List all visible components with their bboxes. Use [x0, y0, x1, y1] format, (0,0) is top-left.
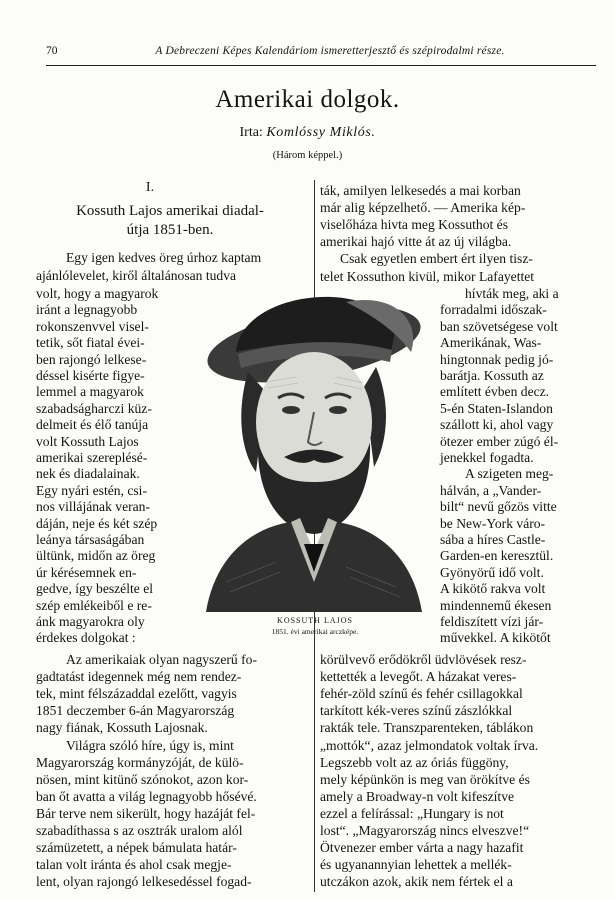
right-column-line: telet Kossuthon kivül, mikor Lafayettet — [320, 268, 535, 284]
right-column-line: sába a híres Castle- — [440, 532, 546, 547]
left-column-line: gedve, így beszélte el — [36, 581, 154, 597]
left-column-line: 1851 deczember 6-án Magyarország — [36, 703, 235, 719]
left-column-line: Magyarország kormányzóját, de külö- — [36, 754, 244, 770]
right-column-line: rakták tele. Transzparenteken, táblákon — [320, 720, 534, 736]
page-number: 70 — [46, 45, 58, 57]
right-column-line: forradalmi időszak- — [440, 302, 547, 318]
left-column-line: úr kérésemnek en- — [36, 564, 137, 580]
right-column-line: már alig képzelhető. — Amerika kép- — [320, 200, 526, 216]
left-column-line: tek, mint félszázaddal ezelőtt, vagyis — [36, 686, 237, 702]
section-title — [50, 202, 290, 240]
left-column-line: nos villájának veran- — [36, 499, 150, 515]
right-column-line: utczákon azok, akik nem fértek el a — [320, 874, 513, 890]
right-column-line: Gyönyörű idő volt. — [440, 564, 544, 580]
right-column-line: 5-én Staten-Islandon — [440, 400, 553, 416]
right-column-line: hálván, a „Vander- — [440, 482, 542, 498]
left-column-line: szép emlékeiből e re- — [36, 597, 152, 613]
right-column-line: mely képünkön is meg van örökítve és — [320, 771, 530, 787]
right-column-line: be New-York váro- — [440, 515, 546, 531]
right-column-line: feldiszített vízi jár- — [440, 614, 544, 629]
left-column-line: ben rajongó lelkese- — [36, 351, 147, 367]
kossuth-portrait-image — [196, 282, 432, 612]
left-column-line: szabadíthassa s az osztrák uralom alól — [36, 823, 243, 838]
right-column-line: A kikötő rakva volt — [440, 581, 546, 597]
right-column-line: tarkított kék-veres színű zászlókkal — [320, 703, 513, 719]
header-rule — [46, 65, 596, 66]
left-column-line: számüzetett, a népek bámulata határ- — [36, 840, 237, 856]
left-column-line: szabadságharczi küz- — [36, 400, 152, 416]
left-column-line: amerikai szereplésé- — [36, 450, 148, 465]
right-column-line: Csak egyetlen embert ért ilyen tisz- — [340, 251, 533, 267]
right-column-line: Garden-en keresztül. — [440, 548, 554, 564]
left-column-line: leánya társaságában — [36, 532, 145, 547]
left-column-line: Bár terve nem sikerült, hogy hazáját fel- — [36, 805, 256, 821]
left-column-line: iránt a legnagyobb — [36, 302, 138, 318]
author-name: Komlóssy Miklós. — [266, 125, 376, 140]
left-column-line: ban őt avatta a világ legnagyobb hősévé. — [36, 788, 257, 804]
byline — [0, 125, 615, 141]
right-column-line: ezzel a felírással: „Hungary is not — [320, 805, 504, 821]
running-title: A Debreczeni Képes Kalendáriom ismeretterjesztő és szépirodalmi része. — [155, 45, 505, 57]
left-column-line: ajánlólevelet, kiről általánosan tudva — [36, 268, 237, 283]
byline-prefix: Irta: — [239, 125, 263, 140]
left-column-line: volt Kossuth Lajos — [36, 433, 139, 449]
section-title-line-2: útja 1851-ben. — [126, 222, 214, 238]
left-column-line: dáján, neje és két szép — [36, 515, 158, 531]
left-column-line: Egy igen kedves öreg úrhoz kaptam — [66, 250, 262, 265]
figure-caption-name: KOSSUTH LAJOS — [277, 616, 353, 625]
right-column-line: Amerikának, Was- — [440, 335, 542, 351]
right-column-line: A szigeten meg- — [465, 466, 554, 482]
right-column-line: amely a Broadway-n volt kifeszítve — [320, 788, 515, 804]
right-column-line: bilt“ nevű gőzös vitte — [440, 499, 557, 515]
left-column-line: nagy fiának, Kossuth Lajosnak. — [36, 720, 208, 736]
images-note: (Három képpel.) — [272, 150, 343, 161]
running-header — [20, 45, 595, 63]
right-column-line: ták, amilyen lelkesedés a mai korban — [320, 183, 521, 198]
right-column-line: viselőháza hivta meg Kossuthot és — [320, 217, 509, 233]
left-column-line: tetik, sőt fiatal évei- — [36, 335, 145, 351]
right-column-line: jenekkel fogadta. — [440, 450, 534, 465]
right-column-line: hívták meg, aki a — [465, 286, 559, 301]
left-column-line: déssel kisérte figye- — [36, 368, 145, 383]
left-column-line: Egy nyári estén, csi- — [36, 482, 147, 498]
left-column-line: nek és diadalainak. — [36, 466, 140, 482]
right-column-line: Ötvenezer ember várta a nagy hazafit — [320, 840, 524, 856]
right-column-line: Legszebb volt az az óriás függöny, — [320, 754, 509, 770]
left-column-line: ánk magyarokra oly — [36, 614, 145, 629]
left-column-line: lent, olyan rajongó lelkesedéssel fogad- — [36, 874, 252, 890]
left-column-line: érdekes dolgokat : — [36, 630, 136, 646]
left-column-line: lemmel a magyarok — [36, 384, 144, 400]
left-column-line: nösen, mint kitünő szónokot, azon kor- — [36, 771, 249, 787]
right-column-line: „mottók“, azaz jelmondatok voltak írva. — [320, 737, 539, 753]
left-column-line: gadtatást idegennek még nem rendez- — [36, 669, 242, 685]
right-column-line: ötezer ember zúgó él- — [440, 433, 559, 449]
figure-caption-text: 1851. évi amerikai arczképe. — [271, 627, 359, 636]
right-column-line: körülvevő erődökről üdvlövések resz- — [320, 652, 527, 667]
right-column-line: művekkel. A kikötőt — [440, 630, 551, 646]
right-column-line: kettették a levegőt. A házakat veres- — [320, 669, 517, 685]
left-column-line: volt, hogy a magyarok — [36, 286, 159, 301]
right-column-line: ban szövetségese volt — [440, 318, 558, 334]
right-column-line: lost“. „Magyarország nincs elveszve!“ — [320, 823, 530, 838]
right-column-line: említett évben decz. — [440, 384, 550, 400]
right-column-line: szállott ki, ahol vagy — [440, 417, 554, 433]
left-column-line: delmeit és élő tanúja — [36, 417, 149, 433]
right-column-line: mindennemű ékesen — [440, 597, 552, 613]
section-number: I. — [145, 180, 155, 195]
right-column-line: barátja. Kossuth az — [440, 368, 544, 383]
right-column-line: amerikai hajó vitte át az új világba. — [320, 234, 512, 250]
section-title-line-1: Kossuth Lajos amerikai diadal- — [76, 203, 264, 219]
article-title: Amerikai dolgok. — [215, 86, 400, 113]
left-column-line: rokonszenvvel visel- — [36, 318, 149, 334]
left-column-line: ültünk, midőn az öreg — [36, 548, 156, 564]
right-column-line: hingtonnak pedig jó- — [440, 351, 554, 367]
right-column-line: fehér-zöld színű és fehér csillagokkal — [320, 686, 523, 702]
left-column-line: Világra szóló híre, úgy is, mint — [66, 737, 234, 753]
right-column-line: és ugyanannyian lehettek a mellék- — [320, 857, 512, 873]
left-column-line: talan volt iránta és ahol csak megje- — [36, 857, 232, 873]
left-column-line: Az amerikaiak olyan nagyszerű fo- — [66, 652, 257, 667]
